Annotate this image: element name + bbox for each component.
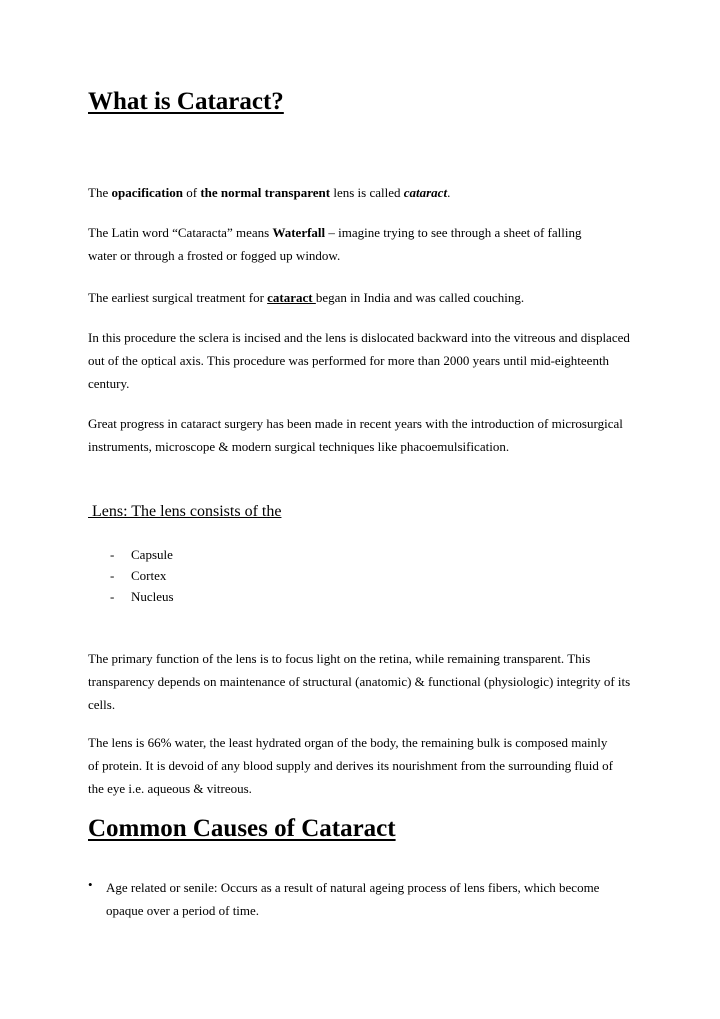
history-text-2: began in India and was called couching.: [315, 290, 525, 305]
page-title: What is Cataract?: [88, 88, 284, 115]
definition-paragraph: [88, 185, 450, 201]
definition-term-opacification: opacification: [111, 185, 183, 200]
section-heading-causes: Common Causes of Cataract: [88, 815, 396, 842]
definition-text-3: lens is called: [330, 185, 404, 200]
etymology-text-2: – imagine trying to see through a sheet of falling water or through a frosted or fogged up window.: [88, 225, 582, 263]
list-item-capsule: Capsule: [131, 547, 173, 562]
list-item-cause-age: Age related or senile: Occurs as a result of natural ageing process of lens fibers, which become opaque over a period of time.: [106, 880, 600, 918]
definition-text-1: The: [88, 185, 112, 200]
function-paragraph: The primary function of the lens is to focus light on the retina, while remaining transparent. This transparency depends on maintenance of structural (anatomic) & functional (physiologic) integrity of its cells.: [88, 651, 631, 712]
history-term-cataract: cataract: [267, 290, 316, 305]
list-item-nucleus: Nucleus: [131, 589, 174, 604]
etymology-paragraph: [88, 221, 613, 267]
definition-term-cataract: cataract: [403, 185, 448, 200]
lens-heading: Lens: The lens consists of the: [88, 503, 282, 520]
list-dash: -: [110, 568, 115, 583]
definition-term-transparent: the normal transparent: [200, 185, 331, 200]
progress-paragraph: Great progress in cataract surgery has been made in recent years with the introduction of microsurgical instruments, microscope & modern surgical techniques like phacoemulsification.: [88, 416, 623, 454]
etymology-term-waterfall: Waterfall: [272, 225, 326, 240]
etymology-text-1: The Latin word “Cataracta” means: [88, 225, 273, 240]
history-text-1: The earliest surgical treatment for: [88, 290, 268, 305]
bullet-icon: •: [88, 877, 93, 892]
procedure-paragraph: In this procedure the sclera is incised and the lens is dislocated backward into the vitreous and displaced out of the optical axis. This procedure was performed for more than 2000 years until mid-eighteenth century.: [88, 330, 630, 391]
history-paragraph: [88, 290, 524, 306]
list-item-cortex: Cortex: [131, 568, 167, 583]
list-dash: -: [110, 589, 115, 604]
list-dash: -: [110, 547, 115, 562]
composition-paragraph: The lens is 66% water, the least hydrated organ of the body, the remaining bulk is composed mainly of protein. It is devoid of any blood supply and derives its nourishment from the surrounding fluid of the eye i.e. aqueous & vitreous.: [88, 735, 613, 796]
definition-text-2: of: [182, 185, 201, 200]
definition-text-4: .: [447, 185, 451, 200]
